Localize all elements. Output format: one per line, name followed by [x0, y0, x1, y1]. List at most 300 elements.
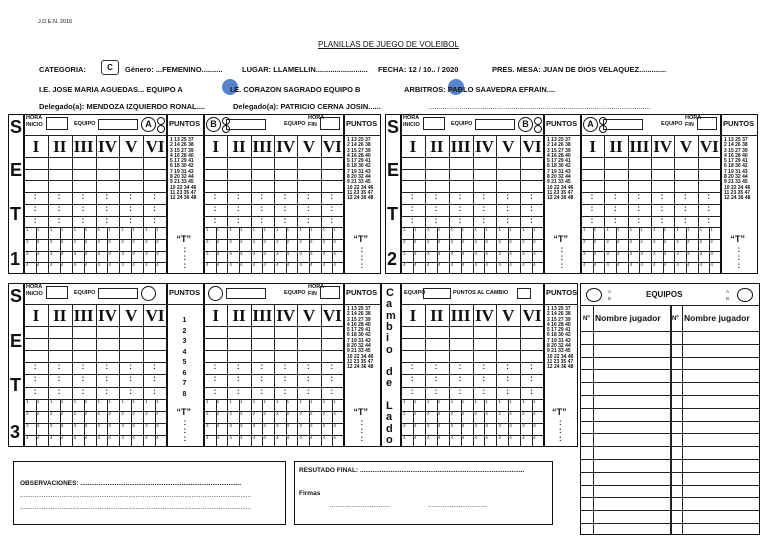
team-circle[interactable]	[586, 288, 602, 302]
row-divider	[581, 180, 721, 181]
team-letter-circle[interactable]: A	[583, 117, 598, 132]
sub-divider	[216, 239, 217, 251]
rotation-header: III	[73, 137, 94, 156]
sub-divider	[36, 399, 37, 411]
rotation-number: 2	[36, 238, 40, 244]
col-divider	[143, 304, 144, 447]
sub-divider	[413, 239, 414, 251]
genero-field[interactable]: Género: ...FEMENINO..........	[125, 65, 223, 74]
rotation-number: 1	[73, 227, 77, 233]
rotation-number: 3	[108, 422, 111, 428]
score-dots: :	[283, 386, 287, 396]
rotation-number: 2	[229, 410, 232, 416]
sub-divider	[663, 251, 664, 263]
team-letter-circle[interactable]	[208, 286, 223, 301]
sub-divider	[508, 227, 509, 239]
rotation-header: III	[450, 137, 471, 156]
roster-row-divider	[580, 433, 760, 434]
sub-divider	[508, 411, 509, 423]
sub-divider	[639, 251, 640, 263]
team-letter-circle[interactable]: B	[518, 117, 533, 132]
rotation-number: 3	[310, 422, 313, 428]
sub-divider	[532, 435, 533, 447]
col-divider	[425, 304, 426, 447]
score-dots: :	[737, 253, 741, 262]
firma-line[interactable]: .................................	[330, 502, 390, 509]
rotation-number: 1	[26, 227, 29, 233]
hora-input[interactable]	[320, 286, 340, 299]
score-dots: :	[81, 192, 85, 202]
score-dots: :	[410, 386, 414, 396]
rotation-number: 4	[593, 262, 597, 268]
sub-divider	[216, 435, 217, 447]
hora-input[interactable]	[46, 117, 68, 130]
sub-divider	[437, 411, 438, 423]
rotation-number: 2	[263, 410, 266, 416]
hora-input[interactable]	[320, 117, 340, 130]
rotation-header: IV	[653, 137, 673, 156]
rotation-number: 4	[73, 434, 77, 440]
rotation-number: 1	[49, 227, 53, 233]
rotation-number: 4	[240, 434, 243, 440]
sub-divider	[84, 411, 85, 423]
sub-divider	[36, 227, 37, 239]
sub-divider	[663, 239, 664, 251]
roster-row-divider	[580, 472, 760, 473]
rotation-number: 3	[403, 422, 406, 428]
rotation-number: 3	[413, 250, 417, 256]
score-dots: :	[213, 362, 217, 372]
rotation-number: 4	[145, 434, 148, 440]
rotation-number: 4	[413, 434, 417, 440]
rotation-number: 3	[156, 422, 159, 428]
rotation-number: 2	[640, 238, 643, 244]
score-dots: :	[506, 215, 509, 225]
team-mini-circle	[157, 117, 165, 125]
points-column: 1 2 3 4 5 6 7 8	[182, 317, 187, 398]
sub-divider	[508, 435, 509, 447]
rotation-number: 2	[121, 410, 124, 416]
rotation-header: II	[232, 306, 246, 325]
score-dots: :	[33, 374, 37, 384]
roster-row-divider	[580, 421, 760, 422]
score-dots: :	[434, 192, 438, 202]
equipo-label: EQUIPO	[404, 290, 426, 296]
row-divider	[401, 374, 544, 375]
sub-divider	[131, 251, 132, 263]
sub-divider	[131, 262, 132, 274]
sub-divider	[461, 423, 462, 435]
sub-divider	[663, 262, 664, 274]
row-divider	[401, 180, 544, 181]
observaciones-line[interactable]: ................................................................................................................................	[20, 504, 252, 511]
sub-divider	[286, 399, 287, 411]
score-dots: :	[434, 215, 438, 225]
sub-divider	[216, 411, 217, 423]
equipo-input[interactable]	[226, 119, 266, 130]
equipo-label: EQUIPO	[451, 121, 473, 127]
sub-divider	[239, 435, 240, 447]
rotation-header: I	[409, 306, 417, 325]
rotation-number: 4	[522, 434, 525, 440]
hora-input[interactable]	[697, 117, 717, 130]
sub-divider	[131, 399, 132, 411]
rotation-header: II	[430, 306, 444, 325]
rotation-number: 1	[474, 398, 478, 404]
sub-divider	[484, 435, 485, 447]
hora-input[interactable]	[423, 117, 445, 130]
sub-divider	[532, 411, 533, 423]
rotation-number: 3	[333, 422, 336, 428]
rotation-header: II	[232, 137, 246, 156]
rotation-number: 1	[97, 398, 101, 404]
sub-divider	[286, 423, 287, 435]
team-letter-b: B	[726, 296, 730, 301]
sub-divider	[262, 262, 263, 274]
rotation-number: 2	[145, 410, 148, 416]
roster-row-divider	[580, 523, 760, 524]
sub-divider	[60, 239, 61, 251]
rotation-number: 3	[36, 250, 40, 256]
delegado-b-field[interactable]: Delegado(a): PATRICIO CERNA JOSIN......	[233, 102, 381, 111]
sub-divider	[593, 239, 594, 251]
rotation-number: 4	[498, 434, 501, 440]
score-dots: :	[560, 245, 564, 254]
rotation-number: 3	[145, 250, 148, 256]
sub-divider	[532, 399, 533, 411]
rotation-number: 1	[437, 227, 441, 233]
rotation-number: 4	[522, 262, 525, 268]
rotation-number: 2	[653, 238, 656, 244]
rotation-header: IV	[474, 137, 494, 156]
score-dots: :	[506, 362, 509, 372]
col-divider	[473, 304, 474, 447]
rotation-number: 4	[156, 262, 159, 268]
sub-divider	[508, 399, 509, 411]
rotation-number: 3	[413, 422, 417, 428]
score-dots: :	[129, 362, 132, 372]
sub-divider	[155, 423, 156, 435]
rotation-number: 3	[263, 422, 266, 428]
puntos-cambio-input[interactable]	[517, 288, 531, 299]
score-dots: :	[434, 203, 438, 213]
equipo-input[interactable]	[423, 288, 451, 299]
rotation-number: 3	[498, 422, 501, 428]
score-dots: :	[458, 362, 462, 372]
rotation-number: 4	[121, 262, 124, 268]
categoria-value-box[interactable]: C	[101, 60, 119, 75]
col-divider	[48, 304, 49, 447]
resultado-label[interactable]: RESUTADO FINAL: ...........................................................................................	[299, 467, 525, 474]
rotation-number: 1	[26, 398, 29, 404]
rotation-header: V	[679, 137, 693, 156]
sub-divider	[309, 435, 310, 447]
rotation-number: 3	[426, 422, 430, 428]
row-divider	[401, 216, 544, 217]
rotation-number: 3	[276, 250, 279, 256]
rotation-number: 1	[629, 227, 633, 233]
sub-divider	[437, 262, 438, 274]
score-dots: :	[237, 192, 240, 202]
rotation-header: III	[252, 306, 273, 325]
categoria-label: CATEGORIA:	[39, 65, 86, 74]
rotation-number: 2	[156, 238, 159, 244]
rotation-number: 2	[593, 238, 597, 244]
rotation-number: 4	[49, 262, 53, 268]
rotation-number: 4	[426, 434, 430, 440]
sub-divider	[60, 227, 61, 239]
rotation-header: IV	[276, 306, 296, 325]
hora-fin-label: HORA	[308, 115, 325, 121]
rotation-number: 3	[206, 422, 209, 428]
rotation-number: 1	[413, 227, 417, 233]
roster-row-divider	[580, 446, 760, 447]
rotation-number: 3	[216, 250, 220, 256]
score-dots: :	[614, 192, 617, 202]
row-divider	[401, 338, 544, 339]
rotation-number: 3	[60, 250, 64, 256]
sub-divider	[437, 423, 438, 435]
rotation-number: 2	[485, 410, 488, 416]
rotation-number: 3	[97, 250, 101, 256]
rotation-number: 4	[699, 262, 703, 268]
score-dots: :	[530, 386, 533, 396]
sub-divider	[216, 251, 217, 263]
rotation-number: 2	[299, 410, 302, 416]
sub-divider	[155, 251, 156, 263]
col-divider	[496, 304, 497, 447]
hora-input[interactable]	[46, 286, 68, 299]
rotation-number: 4	[97, 434, 101, 440]
rotation-number: 1	[310, 398, 313, 404]
rotation-number: 2	[437, 410, 441, 416]
sub-divider	[239, 251, 240, 263]
row-divider	[204, 350, 344, 351]
equipo-label: EQUIPO	[661, 121, 683, 127]
roster-num-header: Nº	[583, 316, 590, 322]
team-letter-circle[interactable]: A	[141, 117, 156, 132]
delegado-a-field[interactable]: Delegado(a): MENDOZA IZQUIERDO RONAL....	[39, 102, 205, 111]
score-dots: :	[637, 215, 640, 225]
set-letter: E	[387, 160, 400, 181]
sub-divider	[709, 227, 710, 239]
rotation-number: 4	[60, 262, 64, 268]
rotation-number: 2	[498, 238, 501, 244]
equipo-b-field[interactable]: I.E. CORAZON SAGRADO EQUIPO B	[230, 85, 361, 94]
rotation-number: 4	[333, 434, 336, 440]
rotation-number: 4	[108, 434, 111, 440]
arbitros-field[interactable]: ARBITROS: PABLO SAAVEDRA EFRAIN....	[404, 85, 556, 94]
rotation-number: 3	[252, 422, 256, 428]
rotation-number: 4	[653, 262, 656, 268]
score-dots: :	[183, 245, 187, 254]
rotation-number: 1	[413, 398, 417, 404]
team-letter-circle[interactable]	[141, 286, 156, 301]
sub-divider	[131, 411, 132, 423]
rotation-number: 4	[461, 262, 465, 268]
row-divider	[24, 192, 167, 193]
fecha-field[interactable]: FECHA: 12 / 10.. / 2020	[378, 65, 459, 74]
sub-divider	[286, 251, 287, 263]
rotation-header: I	[589, 137, 596, 156]
rotation-number: 2	[36, 410, 40, 416]
score-dots: :	[283, 203, 287, 213]
sub-divider	[216, 399, 217, 411]
rotation-number: 1	[276, 398, 279, 404]
col-divider	[251, 304, 252, 447]
equipo-input[interactable]	[226, 288, 266, 299]
team-mini-circle	[222, 125, 230, 133]
roster-name-header: Nombre jugador	[595, 313, 661, 323]
team-circle[interactable]	[737, 288, 753, 302]
hora-fin-label: HORA	[685, 115, 702, 121]
sub-divider	[107, 239, 108, 251]
rotation-number: 4	[84, 262, 88, 268]
score-dots: :	[153, 362, 156, 372]
sub-divider	[332, 262, 333, 274]
rotation-number: 1	[710, 227, 713, 233]
hora-inicio-label: INICIO	[26, 291, 43, 297]
rotation-number: 1	[687, 227, 690, 233]
rotation-number: 2	[533, 238, 536, 244]
puntos-label: PUNTOS	[169, 288, 201, 297]
sub-divider	[60, 423, 61, 435]
pres-mesa-field[interactable]: PRES. MESA: JUAN DE DIOS VELAQUEZ.............	[492, 65, 667, 74]
score-dots: :	[434, 374, 438, 384]
score-dots: :	[129, 374, 132, 384]
set-letter: T	[10, 203, 21, 224]
rotation-header: IV	[97, 137, 117, 156]
rotation-header: III	[252, 137, 273, 156]
score-dots: :	[283, 215, 287, 225]
rotation-number: 2	[413, 410, 417, 416]
sub-divider	[686, 227, 687, 239]
score-dots: :	[737, 245, 741, 254]
rotation-number: 4	[299, 262, 302, 268]
rotation-number: 1	[322, 398, 326, 404]
row-divider	[581, 216, 721, 217]
sub-divider	[332, 423, 333, 435]
rotation-number: 1	[485, 227, 488, 233]
sub-divider	[413, 251, 414, 263]
equipo-a-field[interactable]: I.E. JOSE MARIA AGUEDAS... EQUIPO A	[39, 85, 183, 94]
rotation-number: 3	[26, 250, 29, 256]
rotation-number: 1	[606, 227, 609, 233]
rotation-number: 1	[132, 227, 135, 233]
rotation-number: 2	[299, 238, 302, 244]
cambio-lado-letter: a	[386, 298, 393, 311]
rotation-number: 4	[676, 262, 679, 268]
score-dots: :	[410, 215, 414, 225]
rotation-number: 4	[485, 434, 488, 440]
score-dots: :	[637, 192, 640, 202]
observaciones-line[interactable]: ................................................................................................................................	[20, 492, 252, 499]
observaciones-label[interactable]: OBSERVACIONES: .........................................................................................	[20, 480, 242, 487]
row-divider	[204, 169, 344, 170]
rotation-number: 3	[216, 422, 220, 428]
sub-divider	[437, 251, 438, 263]
equipo-input[interactable]	[475, 119, 515, 130]
rotation-number: 2	[286, 410, 290, 416]
rotation-number: 3	[461, 422, 465, 428]
rotation-header: VI	[322, 306, 342, 325]
hora-fin-label: HORA	[308, 284, 325, 290]
team-letter-circle[interactable]: B	[206, 117, 221, 132]
sub-divider	[309, 411, 310, 423]
rotation-number: 2	[108, 410, 111, 416]
score-dots: :	[614, 203, 617, 213]
col-divider	[297, 304, 298, 447]
team-letter-b: B	[608, 296, 612, 301]
rotation-number: 4	[474, 262, 478, 268]
col-divider	[321, 304, 322, 447]
sub-divider	[60, 251, 61, 263]
sub-divider	[107, 262, 108, 274]
roster-row-divider	[580, 408, 760, 409]
rotation-number: 4	[49, 434, 53, 440]
rotation-number: 1	[583, 227, 586, 233]
points-column: 1 13 25 37 2 14 26 38 3 15 27 39 4 16 28 40 5 17 29 41 6 18 30 42 7 19 31 43 8 20 32 44 9 21 33 45 10 22 34 46 11 23 35 47 12 24 36 48	[347, 137, 374, 202]
rotation-number: 1	[49, 398, 53, 404]
score-dots: :	[57, 374, 61, 384]
rotation-header: VI	[145, 137, 165, 156]
score-dots: :	[33, 215, 37, 225]
score-dots: :	[458, 192, 462, 202]
score-dots: :	[153, 203, 156, 213]
firma-line[interactable]: .................................	[428, 502, 488, 509]
rotation-number: 3	[322, 422, 326, 428]
sub-divider	[532, 227, 533, 239]
t-label: “T”	[353, 234, 368, 244]
rotation-number: 1	[474, 227, 478, 233]
score-dots: :	[590, 203, 594, 213]
score-dots: :	[307, 215, 310, 225]
rotation-number: 2	[522, 410, 525, 416]
sub-divider	[309, 227, 310, 239]
sub-divider	[413, 262, 414, 274]
score-dots: :	[33, 192, 37, 202]
lugar-field[interactable]: LUGAR: LLAMELLIN.........................	[242, 65, 368, 74]
team-mini-circle	[599, 125, 607, 133]
rotation-number: 3	[676, 250, 679, 256]
equipo-input[interactable]	[603, 119, 643, 130]
rotation-number: 1	[299, 398, 302, 404]
roster-row-divider	[580, 357, 760, 358]
sub-divider	[461, 399, 462, 411]
cambio-lado-letter: e	[386, 377, 393, 390]
roster-row-divider	[580, 331, 760, 332]
sub-divider	[84, 227, 85, 239]
rotation-number: 4	[310, 262, 313, 268]
puntos-cambio-label: PUNTOS AL CAMBIO	[453, 290, 509, 296]
score-dots: :	[213, 386, 217, 396]
equipo-input[interactable]	[98, 119, 138, 130]
rotation-number: 2	[97, 238, 101, 244]
sub-divider	[437, 239, 438, 251]
rotation-number: 3	[49, 422, 53, 428]
sub-divider	[216, 423, 217, 435]
rotation-number: 3	[533, 250, 536, 256]
rotation-number: 3	[699, 250, 703, 256]
score-dots: :	[410, 362, 414, 372]
rotation-number: 1	[509, 227, 512, 233]
set-letter: E	[10, 330, 23, 351]
rotation-number: 3	[437, 250, 441, 256]
rotation-number: 2	[710, 238, 713, 244]
rotation-number: 3	[229, 422, 232, 428]
score-dots: :	[57, 203, 61, 213]
equipo-input[interactable]	[98, 288, 138, 299]
